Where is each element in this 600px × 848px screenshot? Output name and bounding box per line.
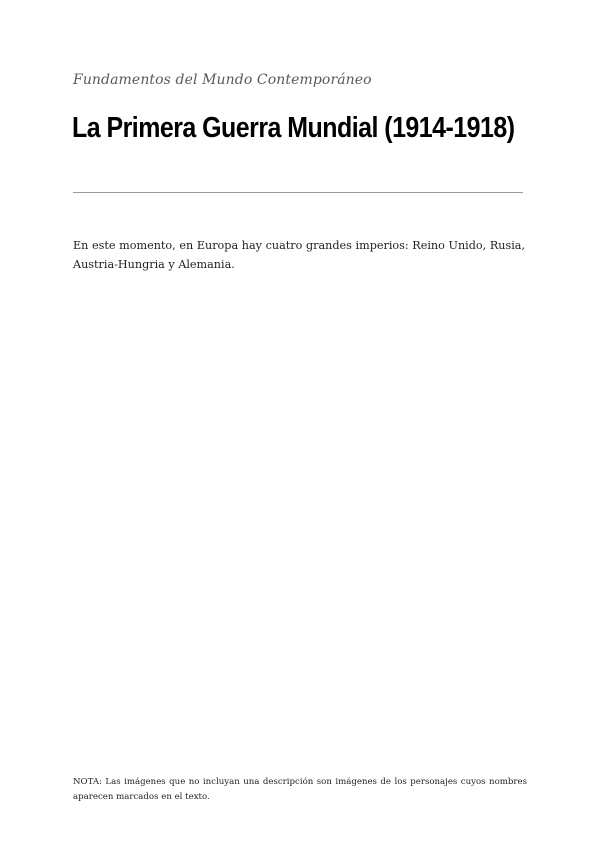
footnote: NOTA: Las imágenes que no incluyan una descripción son imágenes de los personajes cuyos nombres aparecen marcados en el texto. [73, 777, 527, 802]
page-title: La Primera Guerra Mundial (1914-1918) [72, 112, 515, 144]
title-divider [73, 192, 523, 193]
intro-paragraph: En este momento, en Europa hay cuatro grandes imperios: Reino Unido, Rusia, Austria-Hungria y Alemania. [73, 239, 525, 271]
subject-header: Fundamentos del Mundo Contemporáneo [73, 72, 372, 88]
